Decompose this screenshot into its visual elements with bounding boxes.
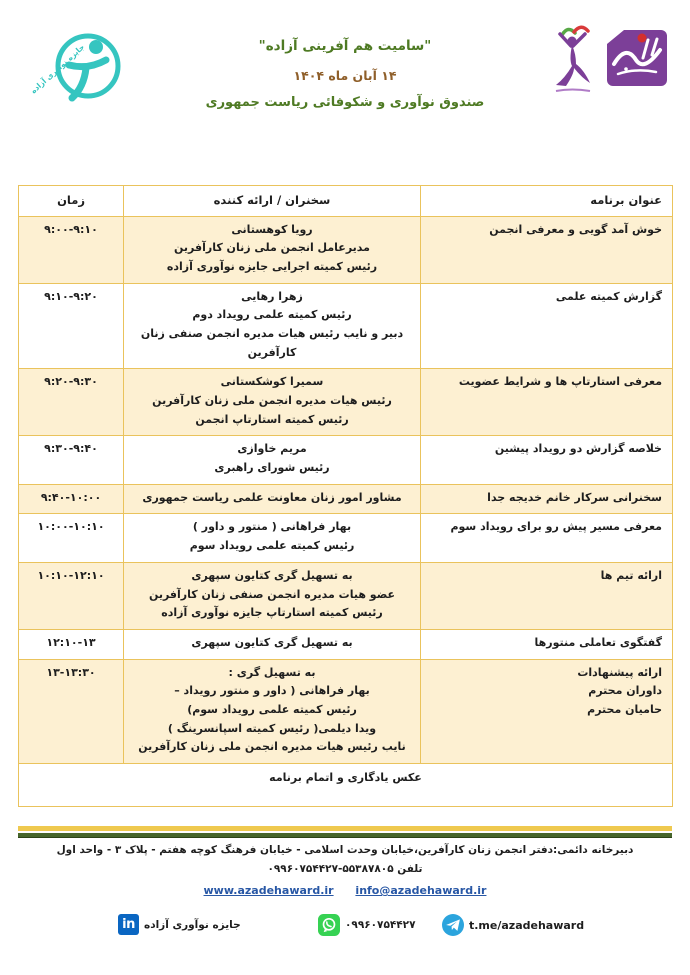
footer-divider (18, 826, 672, 838)
program-title-line: معرفی استارتاپ ها و شرایط عضویت (458, 375, 662, 389)
program-title-line: معرفی مسیر پیش رو برای رویداد سوم (450, 520, 662, 534)
time-value: ۹:۰۰-۹:۱۰ (44, 222, 98, 236)
speaker-line: دبیر و نایب رئیس هیات مدیره انجمن صنفی زنان کارآفرین (140, 326, 404, 359)
program-title-cell (421, 629, 673, 659)
association-logos (548, 22, 670, 102)
schedule-table (18, 185, 672, 807)
speaker-line: رئیس کمیته استارتاپ جایزه نوآوری آزاده (161, 606, 383, 620)
closing-row-cell: عکس یادگاری و اتمام برنامه (19, 764, 673, 807)
time-cell (19, 216, 124, 283)
program-title-cell (421, 562, 673, 629)
telegram-icon[interactable] (442, 914, 464, 936)
speaker-line: مشاور امور زنان معاونت علمی ریاست جمهوری (142, 490, 402, 504)
speaker-line: به تسهیل گری کتایون سپهری (191, 568, 353, 582)
program-title-cell (421, 484, 673, 514)
program-title-cell (421, 283, 673, 369)
phone-numbers: ۰۹۹۶۰۷۵۴۴۲۷-۵۵۳۸۷۸۰۵ (267, 863, 394, 875)
speaker-line: رویا کوهستانی (231, 222, 313, 236)
speaker-cell (124, 629, 421, 659)
email-link[interactable]: info@azadehaward.ir (355, 884, 487, 897)
program-title-cell (421, 436, 673, 484)
schedule-table-body (19, 216, 673, 806)
column-header-time: زمان (19, 186, 124, 217)
speaker-line: رئیس شورای راهبری (214, 461, 330, 475)
speaker-line: رئیس کمیته علمی رویداد سوم (189, 539, 355, 553)
program-title-cell (421, 369, 673, 436)
speaker-cell (124, 514, 421, 562)
schedule-row (19, 562, 673, 629)
whatsapp-contact (318, 914, 416, 936)
speaker-line: بهار فراهانی ( داور و منتور رویداد – (174, 684, 370, 698)
speaker-line: مدیرعامل انجمن ملی زنان کارآفرین (174, 241, 370, 255)
program-title-line: داوران محترم (588, 684, 662, 698)
linkedin-label: جایزه نوآوری آزاده (144, 918, 241, 931)
time-cell (19, 514, 124, 562)
time-cell (19, 283, 124, 369)
schedule-row (19, 216, 673, 283)
schedule-row (19, 369, 673, 436)
program-title-line: خلاصه گزارش دو رویداد پیشین (494, 442, 662, 456)
web-links (0, 884, 690, 897)
speaker-cell (124, 283, 421, 369)
whatsapp-icon[interactable] (318, 914, 340, 936)
time-value: ۱۳-۱۳:۳۰ (46, 665, 96, 679)
time-cell (19, 629, 124, 659)
time-value: ۹:۳۰-۹:۴۰ (44, 442, 98, 456)
time-cell (19, 484, 124, 514)
speaker-line: زهرا رهایی (241, 289, 303, 303)
program-title-cell (421, 659, 673, 763)
time-cell (19, 436, 124, 484)
schedule-row (19, 514, 673, 562)
schedule-row (19, 629, 673, 659)
speaker-line: نایب رئیس هیات مدیره انجمن ملی زنان کارآفرین (138, 740, 406, 754)
speaker-line: رئیس کمیته علمی رویداد دوم (192, 308, 352, 322)
website-link[interactable]: www.azadehaward.ir (203, 884, 334, 897)
schedule-row (19, 659, 673, 763)
time-value: ۱۰:۱۰-۱۲:۱۰ (37, 568, 105, 582)
schedule-row (19, 764, 673, 807)
speaker-cell (124, 436, 421, 484)
time-value: ۱۰:۰۰-۱۰:۱۰ (37, 520, 105, 534)
event-venue: صندوق نوآوری و شکوفائی ریاست جمهوری (205, 95, 485, 110)
speaker-cell (124, 484, 421, 514)
telegram-handle[interactable]: t.me/azadehaward (469, 918, 585, 932)
divider-green-band (18, 833, 672, 838)
women-entrepreneurs-dancer-logo-icon (548, 22, 596, 102)
time-cell (19, 659, 124, 763)
speaker-line: رئیس هیات مدیره انجمن ملی زنان کارآفرین (152, 394, 392, 408)
speaker-cell (124, 216, 421, 283)
speaker-cell (124, 369, 421, 436)
table-header-row (19, 186, 673, 217)
time-cell (19, 562, 124, 629)
social-contact-row (18, 914, 672, 944)
phone-label: تلفن (397, 863, 423, 875)
speaker-line: بهار فراهانی ( منتور و داور ) (192, 520, 352, 534)
women-entrepreneurs-calligraphy-logo-icon (604, 22, 670, 100)
time-value: ۹:۱۰-۹:۲۰ (44, 289, 98, 303)
time-value: ۹:۲۰-۹:۳۰ (44, 375, 98, 389)
phone-line (0, 863, 690, 875)
speaker-line: رئیس کمیته علمی رویداد سوم) (187, 702, 357, 716)
speaker-line: به تسهیل گری : (228, 665, 316, 679)
telegram-contact (442, 914, 584, 936)
program-title-cell (421, 514, 673, 562)
whatsapp-number: ۰۹۹۶۰۷۵۴۴۲۷ (345, 919, 416, 931)
schedule-row (19, 283, 673, 369)
program-title-line: ارائه پیشنهادات (577, 665, 662, 679)
speaker-line: رئیس کمیته اجرایی جایزه نوآوری آزاده (166, 259, 378, 273)
schedule-row (19, 436, 673, 484)
column-header-program: عنوان برنامه (421, 186, 673, 217)
secretariat-address: دبیرخانه دائمی:دفتر انجمن زنان کارآفرین،خیابان وحدت اسلامی - خیابان فرهنگ کوچه هفتم - پلاک ۳ - واحد اول (56, 844, 634, 856)
speaker-cell (124, 562, 421, 629)
program-title-cell (421, 216, 673, 283)
speaker-line: سمیرا کوشکستانی (220, 375, 324, 389)
program-title-line: ارائه تیم ها (600, 568, 662, 582)
program-title-line: خوش آمد گویی و معرفی انجمن (489, 222, 662, 236)
event-date: ۱۴ آبان ماه ۱۴۰۴ (293, 68, 397, 83)
column-header-speaker: سخنران / ارائه کننده (124, 186, 421, 217)
speaker-cell (124, 659, 421, 763)
azadeh-award-logo-caption: جایزه نوآوری آزاده (28, 42, 87, 96)
speaker-line: به تسهیل گری کتایون سپهری (191, 635, 353, 649)
time-value: ۹:۴۰-۱۰:۰۰ (40, 490, 102, 504)
logo-micro-text (556, 90, 590, 92)
time-cell (19, 369, 124, 436)
time-value: ۱۲:۱۰-۱۳ (46, 635, 96, 649)
speaker-line: رئیس کمیته استارتاپ انجمن (195, 412, 349, 426)
linkedin-icon[interactable]: in (118, 914, 139, 935)
program-title-line: حامیان محترم (587, 702, 662, 716)
event-title: "سامیت هم آفرینی آزاده" (258, 38, 432, 54)
program-title-line: گفتگوی تعاملی منتورها (534, 635, 662, 649)
speaker-line: ویدا دیلمی( رئیس کمیته اسپانسرینگ ) (167, 721, 377, 735)
linkedin-contact (118, 914, 241, 935)
schedule-row (19, 484, 673, 514)
speaker-line: عضو هیات مدیره انجمن صنفی زنان کارآفرین (148, 587, 396, 601)
program-title-line: سخنرانی سرکار خانم خدیجه جدا (487, 490, 662, 504)
speaker-line: مریم خاوازی (237, 442, 307, 456)
program-title-line: گزارش کمیته علمی (555, 289, 662, 303)
